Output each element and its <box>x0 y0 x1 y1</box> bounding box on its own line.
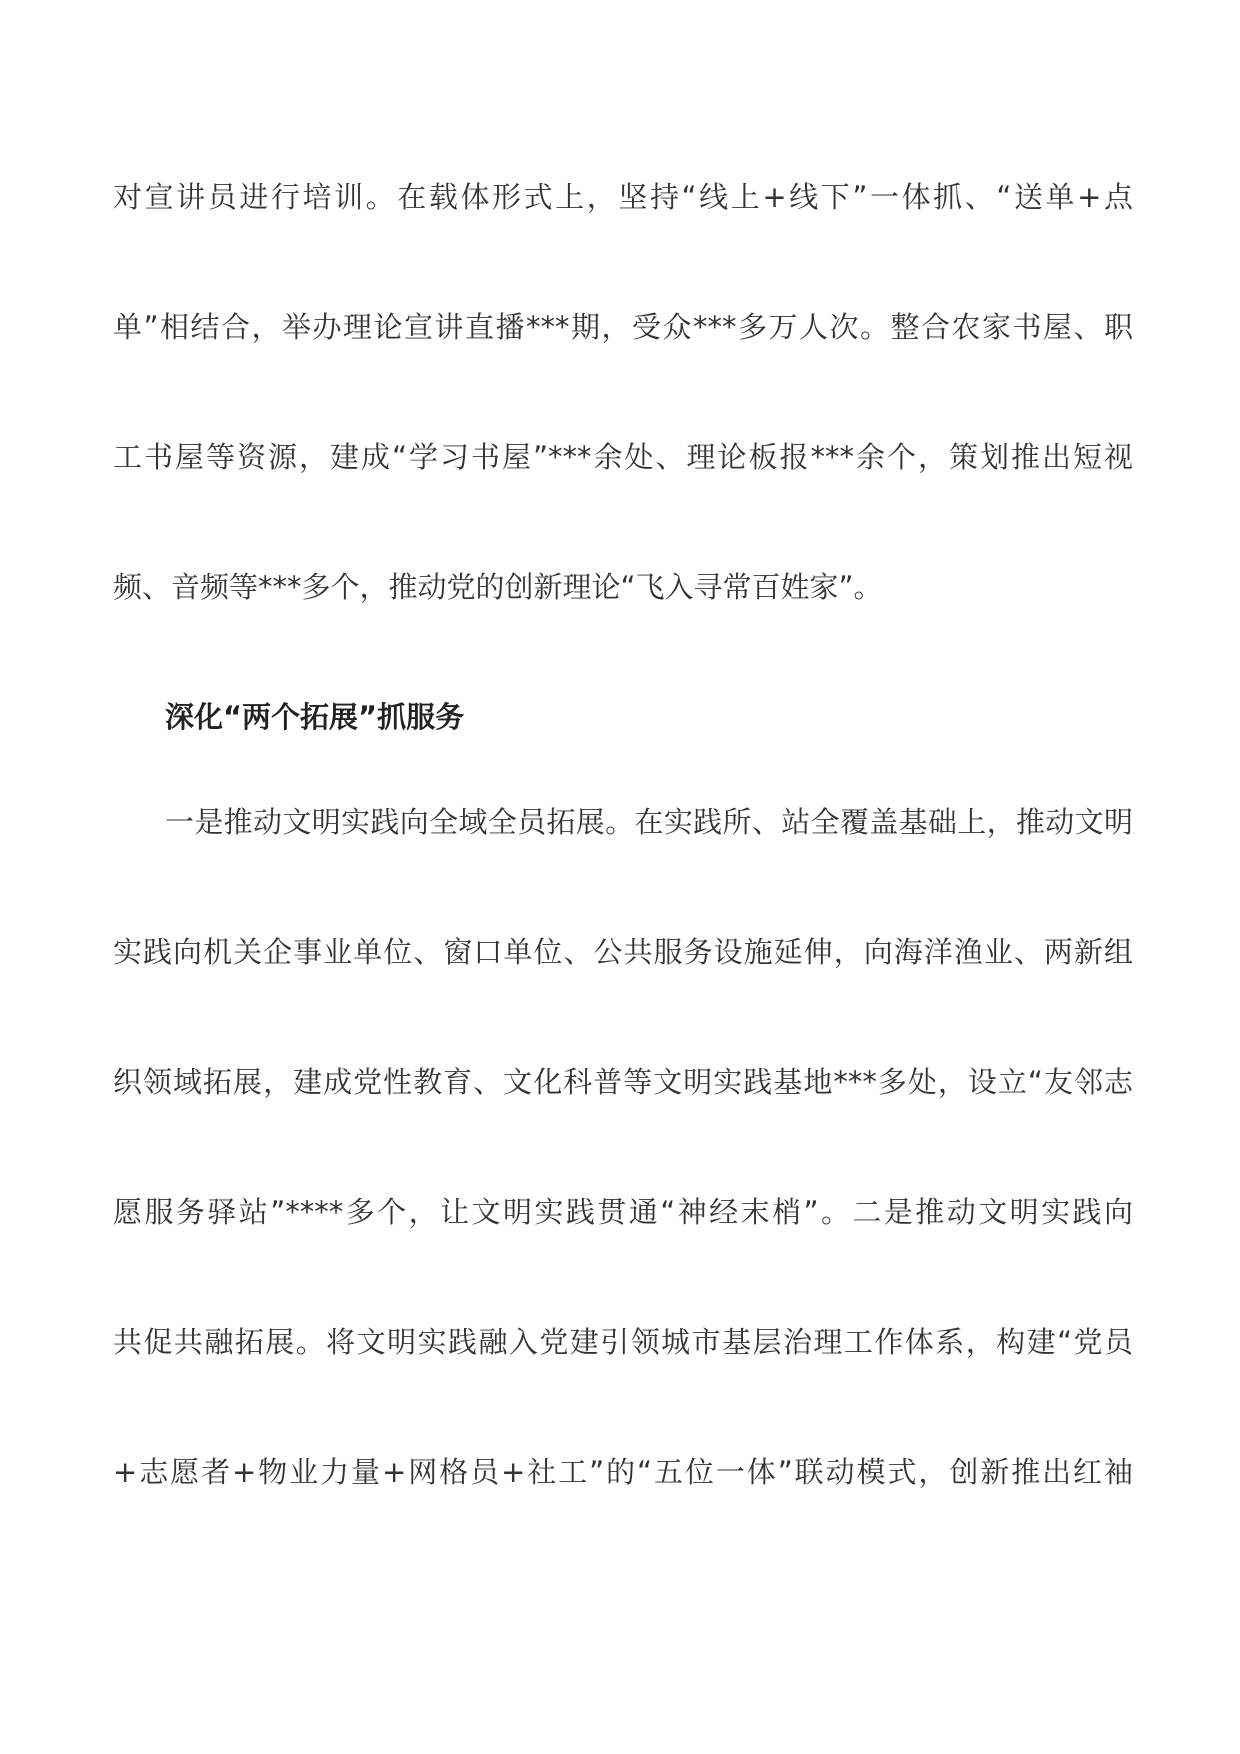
text-line: 共促共融拓展。将文明实践融入党建引领城市基层治理工作体系，构建“党员 <box>113 1325 1133 1359</box>
paragraph-body <box>113 785 1133 1565</box>
paragraph-continuation <box>113 160 1133 680</box>
section-heading: 深化“两个拓展”抓服务 <box>165 700 465 734</box>
text-line: 单”相结合，举办理论宣讲直播***期，受众***多万人次。整合农家书屋、职 <box>113 310 1133 344</box>
text-line: 一是推动文明实践向全域全员拓展。在实践所、站全覆盖基础上，推动文明 <box>165 805 1133 839</box>
text-line: 对宣讲员进行培训。在载体形式上，坚持“线上+线下”一体抓、“送单+点 <box>113 180 1133 214</box>
text-line: +志愿者+物业力量+网格员+社工”的“五位一体”联动模式，创新推出红袖 <box>113 1455 1133 1489</box>
text-line: 实践向机关企事业单位、窗口单位、公共服务设施延伸，向海洋渔业、两新组 <box>113 935 1133 969</box>
text-line: 愿服务驿站”****多个，让文明实践贯通“神经末梢”。二是推动文明实践向 <box>113 1195 1133 1229</box>
text-line: 织领域拓展，建成党性教育、文化科普等文明实践基地***多处，设立“友邻志 <box>113 1065 1133 1099</box>
document-body <box>113 160 1133 1565</box>
text-line: 频、音频等***多个，推动党的创新理论“飞入寻常百姓家”。 <box>113 570 883 604</box>
text-line: 工书屋等资源，建成“学习书屋”***余处、理论板报***余个，策划推出短视 <box>113 440 1133 474</box>
